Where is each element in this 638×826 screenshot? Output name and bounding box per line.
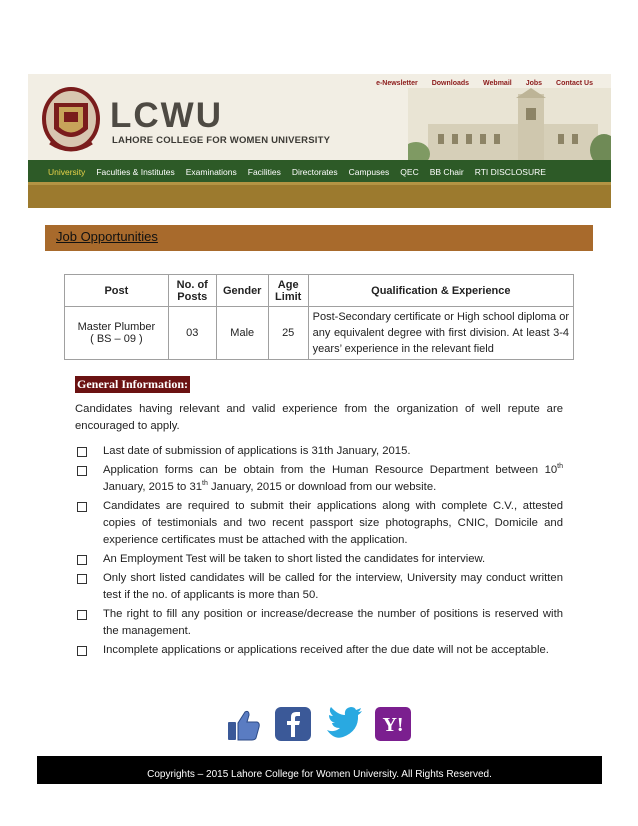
list-item <box>75 606 563 640</box>
section-title: Job Opportunities <box>56 229 158 244</box>
cell-no-of-posts: 03 <box>168 307 216 360</box>
header-age-line1: Age <box>277 278 299 291</box>
checkbox-bullet-icon <box>77 502 87 512</box>
checkbox-bullet-icon <box>77 610 87 620</box>
point-text: Last date of submission of applications is 31th January, 2015. <box>103 445 411 457</box>
footer-copyright: Copyrights – 2015 Lahore College for Women University. All Rights Reserved. <box>147 769 492 780</box>
point-text: An Employment Test will be taken to short listed the candidates for interview. <box>103 553 486 565</box>
campus-building-image <box>408 88 611 164</box>
header-post: Post <box>65 275 169 307</box>
yahoo-icon[interactable] <box>374 706 412 742</box>
banner-bottom-band <box>28 185 611 208</box>
list-item <box>75 551 563 568</box>
facebook-icon[interactable] <box>274 706 312 742</box>
brand-subtitle: LAHORE COLLEGE FOR WOMEN UNIVERSITY <box>112 135 331 146</box>
header-qualification: Qualification & Experience <box>308 275 573 307</box>
nav-facilities[interactable]: Facilities <box>247 167 281 177</box>
point-text-part: Application forms can be obtain from the Human Resource Department between 10 <box>103 464 558 476</box>
link-e-newsletter[interactable]: e-Newsletter <box>376 80 418 87</box>
header-no-of-posts <box>168 275 216 307</box>
general-points-list <box>75 443 563 661</box>
university-crest-logo <box>42 85 100 157</box>
brand-title: LCWU <box>110 96 223 135</box>
nav-rti-disclosure[interactable]: RTI DISCLOSURE <box>474 167 546 177</box>
link-webmail[interactable]: Webmail <box>483 80 512 87</box>
job-table <box>64 274 574 360</box>
table-row <box>65 307 574 360</box>
point-text: Only short listed candidates will be called for the interview, University may conduct written test if the no. of applicants is more than 50. <box>103 572 563 601</box>
point-text: Incomplete applications or applications received after the due date will not be acceptable. <box>103 644 549 656</box>
nav-bb-chair[interactable]: BB Chair <box>429 167 464 177</box>
header-gender: Gender <box>216 275 268 307</box>
nav-university[interactable]: University <box>48 167 86 177</box>
cell-qualification: Post-Secondary certificate or High school diploma or any equivalent degree with first division. At least 3-4 years’ experience in the relevant field <box>308 307 573 360</box>
nav-qec[interactable]: QEC <box>400 167 419 177</box>
twitter-icon[interactable] <box>324 706 362 742</box>
table-header-row <box>65 275 574 307</box>
like-icon[interactable] <box>224 706 262 742</box>
cell-gender: Male <box>216 307 268 360</box>
cell-post <box>65 307 169 360</box>
list-item <box>75 642 563 659</box>
point-text: Candidates are required to submit their applications along with complete C.V., attested copies of testimonials and two recent passport size photographs, CNIC, Domicile and experience certificates must be attached with the application. <box>103 500 563 546</box>
point-text: The right to fill any position or increase/decrease the number of positions is reserved with the management. <box>103 608 563 637</box>
header-posts-line1: No. of <box>176 278 208 291</box>
section-header-bar <box>45 225 593 251</box>
main-navbar <box>28 160 611 184</box>
nav-faculties-institutes[interactable]: Faculties & Institutes <box>96 167 175 177</box>
checkbox-bullet-icon <box>77 555 87 565</box>
yahoo-icon-text: Y! <box>382 714 404 736</box>
top-links <box>376 80 593 87</box>
header-age-limit <box>268 275 308 307</box>
checkbox-bullet-icon <box>77 646 87 656</box>
header-age-line2: Limit <box>275 290 302 303</box>
point-text-part: January, 2015 or download from our website. <box>207 481 437 493</box>
cell-post-line1: Master Plumber <box>77 321 156 333</box>
list-item <box>75 570 563 604</box>
point-text-part: January, 2015 to 31 <box>103 481 203 493</box>
page-footer <box>37 756 602 784</box>
checkbox-bullet-icon <box>77 574 87 584</box>
list-item <box>75 443 563 460</box>
cell-post-line2: ( BS – 09 ) <box>90 333 143 345</box>
list-item <box>75 462 563 496</box>
superscript: th <box>557 463 563 471</box>
header-posts-line2: Posts <box>177 290 208 303</box>
social-icons <box>224 706 412 742</box>
list-item <box>75 498 563 549</box>
nav-examinations[interactable]: Examinations <box>185 167 237 177</box>
nav-directorates[interactable]: Directorates <box>291 167 338 177</box>
link-jobs[interactable]: Jobs <box>525 80 543 87</box>
nav-campuses[interactable]: Campuses <box>348 167 390 177</box>
cell-age-limit: 25 <box>268 307 308 360</box>
link-downloads[interactable]: Downloads <box>431 80 470 87</box>
link-contact-us[interactable]: Contact Us <box>556 80 593 87</box>
superscript: th <box>202 480 208 488</box>
general-information-label: General Information: <box>77 377 188 391</box>
checkbox-bullet-icon <box>77 466 87 476</box>
checkbox-bullet-icon <box>77 447 87 457</box>
general-intro-text: Candidates having relevant and valid experience from the organization of well repute are encouraged to apply. <box>75 403 563 432</box>
site-banner <box>28 74 611 208</box>
